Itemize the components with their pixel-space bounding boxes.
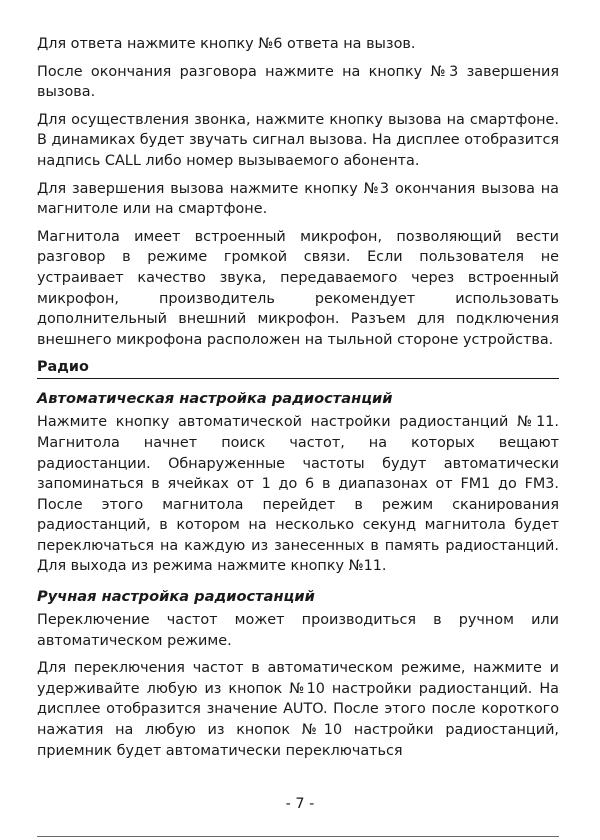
document-body bbox=[37, 34, 559, 768]
paragraph-end-call: После окончания разговора нажмите на кнопку №3 завершения вызова. bbox=[37, 63, 559, 101]
paragraph-answer-call: Для ответа нажмите кнопку №6 ответа на вызов. bbox=[37, 36, 416, 52]
subsection-title-auto-tuning: Автоматическая настройка радиостанций bbox=[37, 390, 393, 408]
paragraph-microphone: Магнитола имеет встроенный микрофон, позволяющий вести разговор в режиме громкой связи. Если пользователя не устраивает качество звука, передаваемого через встроенный микрофон, производитель рекомендует использовать дополнительный внешний микрофон. Разъем для подключения внешнего микрофона расположен на тыльной стороне устройства. bbox=[37, 228, 559, 348]
footer-divider bbox=[37, 836, 559, 837]
paragraph-auto-switching: Для переключения частот в автоматическом режиме, нажмите и удерживайте любую из кнопок №10 настройки радиостанций. На дисплее отобразится значение AUTO. После этого после короткого нажатия на любую из кнопок №10 настройки радиостанций, приемник будет автоматически переключаться bbox=[37, 660, 559, 759]
subsection-title-manual-tuning: Ручная настройка радиостанций bbox=[37, 588, 315, 606]
paragraph-manual-mode: Переключение частот может производиться в ручном или автоматическом режиме. bbox=[37, 612, 559, 649]
page-number: - 7 - bbox=[285, 796, 315, 812]
paragraph-finish-call: Для завершения вызова нажмите кнопку №3 окончания вызова на магнитоле или на смартфоне. bbox=[37, 180, 559, 218]
paragraph-make-call: Для осуществления звонка, нажмите кнопку вызова на смартфоне. В динамиках будет звучать сигнал вызова. На дисплее отобразится надпись CALL либо номер вызываемого абонента. bbox=[37, 111, 560, 169]
paragraph-auto-tuning: Нажмите кнопку автоматической настройки радиостанций №11. Магнитола начнет поиск частот, на которых вещают радиостанции. Обнаруженные частоты будут автоматически запоминаться в ячейках от 1 до 6 в диапазонах от FM1 до FM3. После этого магнитола перейдет в режим сканирования радиостанций, в котором на несколько секунд магнитола будет переключаться на каждую из занесенных в память радиостанций. Для выхода из режима нажмите кнопку №11. bbox=[37, 414, 559, 575]
section-title-radio: Радио bbox=[37, 357, 559, 379]
